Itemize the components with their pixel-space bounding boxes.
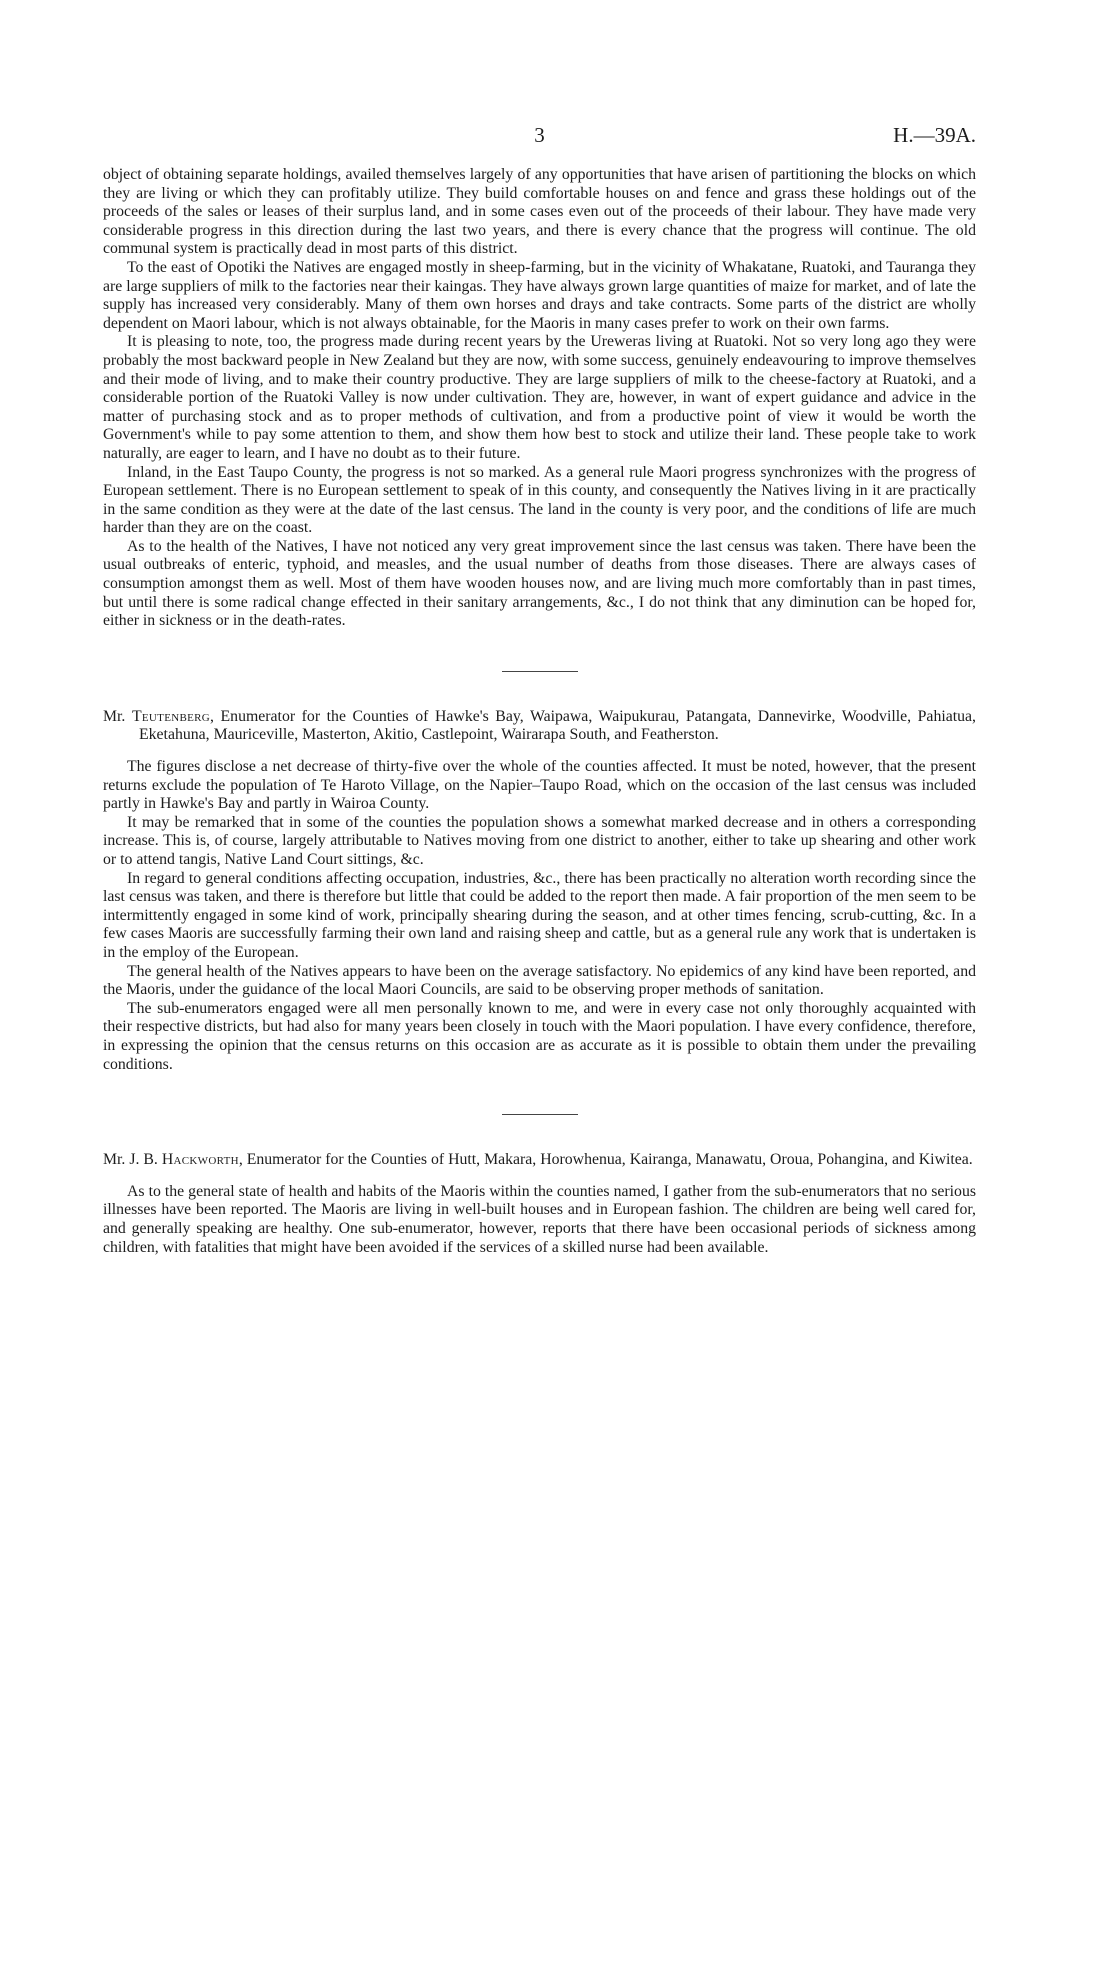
paragraph: Inland, in the East Taupo County, the progress is not so marked. As a general rule Maori progress synchronizes with the progress of European settlement. There is no European settlement to speak of in this county, and consequently the Natives living in it are practically in the same condition as they were at the date of the last census. The land in the county is very poor, and the conditions of life are much harder than they are on the coast.: [103, 463, 976, 537]
section-continued-report: [103, 166, 976, 631]
document-reference: H.—39A.: [893, 123, 976, 147]
heading-tail: , Enumerator for the Counties of Hawke's Bay, Waipawa, Waipukurau, Patangata, Dannevirke, Woodville, Pahiatua, Eketahuna, Mauriceville, Masterton, Akitio, Castlepoint, Wairarapa South, and Featherston.: [139, 707, 976, 744]
page-number: 3: [534, 123, 545, 147]
paragraph: It is pleasing to note, too, the progress made during recent years by the Ureweras living at Ruatoki. Not so very long ago they were probably the most backward people in New Zealand but they are now, with some success, genuinely endeavouring to improve themselves and their mode of living, and to make their country productive. They are large suppliers of milk to the cheese-factory at Ruatoki, and a considerable portion of the Ruatoki Valley is now under cultivation. They are, however, in want of expert guidance and advice in the matter of purchasing stock and as to proper methods of cultivation, and from a productive point of view it would be worth the Government's while to pay some attention to them, and show them how best to stock and utilize their land. These people take to work naturally, are eager to learn, and I have no doubt as to their future.: [103, 333, 976, 462]
paragraph: In regard to general conditions affecting occupation, industries, &c., there has been practically no alteration worth recording since the last census was taken, and there is therefore but little that could be added to the report then made. A fair proportion of the men seem to be intermittently engaged in some kind of work, principally shearing during the season, and at other times fencing, scrub-cutting, &c. In a few cases Maoris are successfully farming their own land and raising sheep and cattle, but as a general rule any work that is undertaken is in the employ of the European.: [103, 869, 976, 961]
paragraph: To the east of Opotiki the Natives are engaged mostly in sheep-farming, but in the vicinity of Whakatane, Ruatoki, and Tauranga they are large suppliers of milk to the factories near their kaingas. They have always grown large quantities of maize for market, and of late the supply has increased very considerably. Many of them own horses and drays and take contracts. Some parts of the district are wholly dependent on Maori labour, which is not always obtainable, for the Maoris in many cases prefer to work on their own farms.: [103, 258, 976, 332]
heading-prefix: Mr. J. B.: [103, 1151, 158, 1169]
paragraph: The sub-enumerators engaged were all men personally known to me, and were in every case not only thoroughly acquainted with their respective districts, but had also for many years been closely in touch with the Maori population. I have every confidence, therefore, in expressing the opinion that the census returns on this occasion are as accurate as it is possible to obtain them under the prevailing conditions.: [103, 999, 976, 1073]
paragraph: It may be remarked that in some of the counties the population shows a somewhat marked decrease and in others a corresponding increase. This is, of course, largely attributable to Natives moving from one district to another, either to take up shearing and other work or to attend tangis, Native Land Court sittings, &c.: [103, 813, 976, 868]
enumerator-name: Teutenberg: [131, 707, 211, 725]
paragraph: As to the general state of health and habits of the Maoris within the counties named, I gather from the sub-enumerators that no serious illnesses have been reported. The Maoris are living in well-built houses and in European fashion. The children are being well cared for, and generally speaking are healthy. One sub-enumerator, however, reports that there have been occasional periods of sickness among children, with fatalities that might have been avoided if the services of a skilled nurse had been available.: [103, 1182, 976, 1256]
section-hackworth-report: [103, 1151, 976, 1257]
paragraph: As to the health of the Natives, I have not noticed any very great improvement since the last census was taken. There have been the usual outbreaks of enteric, typhoid, and measles, and the usual number of deaths from those diseases. There are always cases of consumption amongst them as well. Most of them have wooden houses now, and are living much more comfortably than in past times, but until there is some radical change effected in their sanitary arrangements, &c., I do not think that any diminution can be hoped for, either in sickness or in the death-rates.: [103, 537, 976, 630]
heading-tail: , Enumerator for the Counties of Hutt, Makara, Horowhenua, Kairanga, Manawatu, Oroua, Pohangina, and Kiwitea.: [238, 1151, 973, 1169]
paragraph: object of obtaining separate holdings, availed themselves largely of any opportunities that have arisen of partitioning the blocks on which they are living or which they can profitably utilize. They build comfortable houses on and fence and grass these holdings out of the proceeds of the sales or leases of their surplus land, and in some cases even out of the proceeds of their labour. They have made very considerable progress in this direction during the last two years, and there is every chance that the progress will continue. The old communal system is practically dead in most parts of this district.: [103, 166, 976, 258]
section-divider: [502, 671, 578, 672]
paragraph: The figures disclose a net decrease of thirty-five over the whole of the counties affected. It must be noted, however, that the present returns exclude the population of Te Haroto Village, on the Napier–Taupo Road, which on the occasion of the last census was included partly in Hawke's Bay and partly in Wairoa County.: [103, 758, 976, 813]
report-heading: [103, 1151, 976, 1170]
paragraph: The general health of the Natives appears to have been on the average satisfactory. No epidemics of any kind have been reported, and the Maoris, under the guidance of the local Maori Councils, are said to be observing proper methods of sanitation.: [103, 962, 976, 999]
report-heading: [103, 708, 976, 745]
heading-prefix: Mr.: [103, 707, 126, 725]
section-teutenberg-report: [103, 708, 976, 1074]
document-page: [0, 123, 1114, 1981]
page-header: [103, 123, 976, 166]
section-divider: [502, 1114, 578, 1115]
enumerator-name: Hackworth: [161, 1151, 239, 1169]
